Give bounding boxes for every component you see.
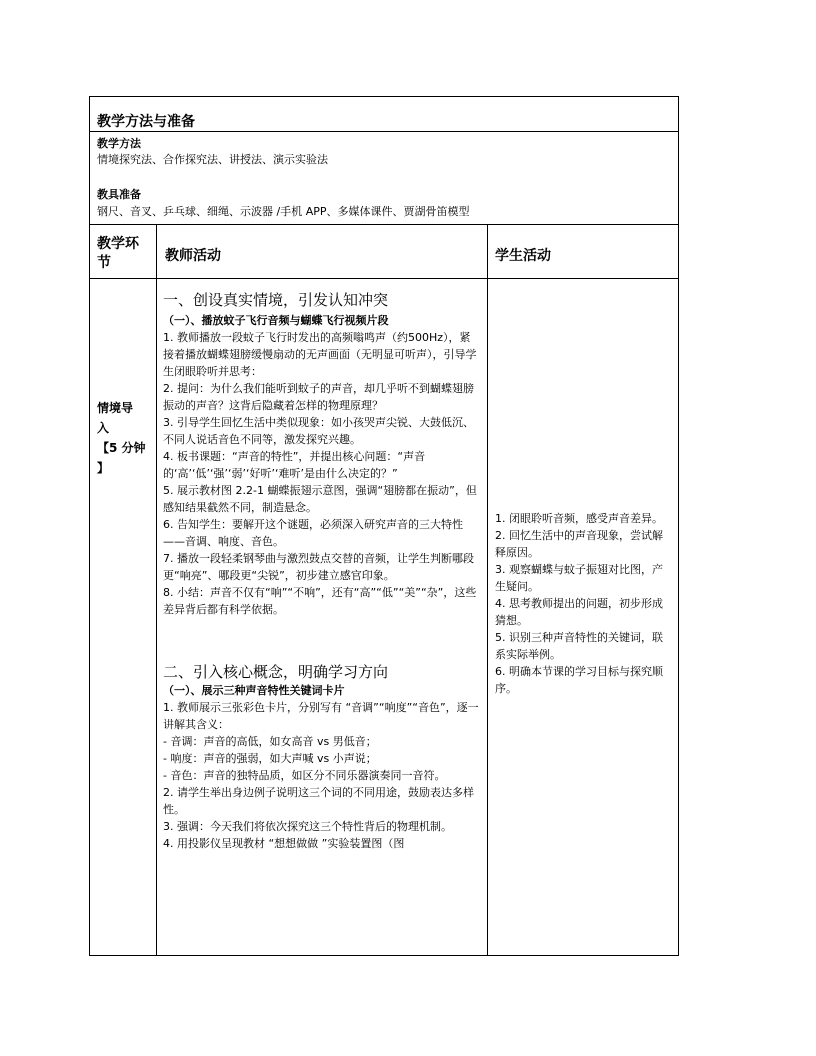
list-item: 2. 回忆生活中的声音现象，尝试解释原因。 — [495, 529, 663, 559]
part1-subtitle: （一）、播放蚊子飞行音频与蝴蝶飞行视频片段 — [163, 314, 389, 327]
student-activity-cell — [488, 280, 679, 955]
list-item: 4. 思考教师提出的问题，初步形成猜想。 — [495, 597, 663, 627]
header-student: 学生活动 — [495, 248, 551, 264]
part1-title: 一、创设真实情境，引发认知冲突 — [163, 291, 389, 309]
section-title: 教学方法与准备 — [97, 114, 195, 130]
table-header-row — [90, 225, 678, 279]
teacher-activity-cell — [157, 280, 487, 955]
list-item: 2. 提问：为什么我们能听到蚊子的声音，却几乎听不到蝴蝶翅膀振动的声音？这背后隐藏着怎样的物理原理？ — [163, 382, 474, 412]
part2-title: 二、引入核心概念，明确学习方向 — [163, 663, 389, 681]
part2-subtitle: （一）、展示三种声音特性关键词卡片 — [163, 684, 345, 697]
header-stage: 教学环节 — [97, 236, 139, 271]
list-item: 4. 板书课题：“声音的特性”，并提出核心问题：“声音的‘高’‘低’‘强’‘弱’‘好听’‘难听’是由什么决定的？” — [163, 450, 426, 480]
list-item: 2. 请学生举出身边例子说明这三个词的不同用途，鼓励表达多样性。 — [163, 786, 474, 816]
list-item: 5. 展示教材图 2.2-1 蝴蝶振翅示意图，强调“翅膀都在振动”，但感知结果截然不同，制造悬念。 — [163, 484, 477, 514]
header-teacher: 教师活动 — [165, 248, 221, 264]
methods-heading: 教学方法 — [97, 137, 141, 150]
list-item: 1. 教师播放一段蚊子飞行时发出的高频嗡鸣声（约500Hz），紧接着播放蝴蝶翅膀缓慢扇动的无声画面（无明显可听声），引导学生闭眼聆听并思考： — [163, 331, 477, 378]
list-item: - 响度：声音的强弱，如大声喊 vs 小声说； — [163, 752, 377, 765]
list-item: 1. 教师展示三张彩色卡片，分别写有 “音调”“响度”“音色”，逐一讲解其含义： — [163, 701, 479, 731]
list-item: 8. 小结：声音不仅有“响”“不响”，还有“高”“低”“美”“杂”，这些差异背后都有科学依据。 — [163, 586, 477, 616]
list-item: 1. 闭眼聆听音频，感受声音差异。 — [495, 512, 663, 525]
list-item: 3. 强调：今天我们将依次探究这三个特性背后的物理机制。 — [163, 820, 452, 833]
list-item: 6. 告知学生：要解开这个谜题，必须深入研究声音的三大特性——音调、响度、音色。 — [163, 518, 463, 548]
list-item: - 音色：声音的独特品质，如区分不同乐器演奏同一音符。 — [163, 769, 446, 782]
list-item: 3. 引导学生回忆生活中类似现象：如小孩哭声尖锐、大鼓低沉、不同人说话音色不同等，激发探究兴趣。 — [163, 416, 474, 446]
methods-text: 情境探究法、合作探究法、讲授法、演示实验法 — [97, 153, 328, 166]
equipment-heading: 教具准备 — [97, 188, 141, 201]
section-title-row — [90, 97, 678, 132]
list-item: - 音调：声音的高低，如女高音 vs 男低音； — [163, 735, 377, 748]
preparation-row — [90, 132, 678, 225]
equipment-text: 钢尺、音叉、乒乓球、细绳、示波器 /手机 APP、多媒体课件、贾湖骨笛模型 — [97, 205, 470, 218]
list-item: 7. 播放一段轻柔钢琴曲与激烈鼓点交替的音频，让学生判断哪段更“响亮”、哪段更“尖锐”，初步建立感官印象。 — [163, 552, 474, 582]
list-item: 6. 明确本节课的学习目标与探究顺序。 — [495, 665, 663, 695]
list-item: 5. 识别三种声音特性的关键词，联系实际举例。 — [495, 631, 663, 661]
stage-label: 情境导 入 【5 分钟 】 — [97, 401, 146, 475]
lesson-plan-table — [89, 96, 679, 956]
list-item: 3. 观察蝴蝶与蚊子振翅对比图，产生疑问。 — [495, 563, 663, 593]
list-item: 4. 用投影仪呈现教材 “想想做做 ”实验装置图（图 — [163, 837, 405, 850]
